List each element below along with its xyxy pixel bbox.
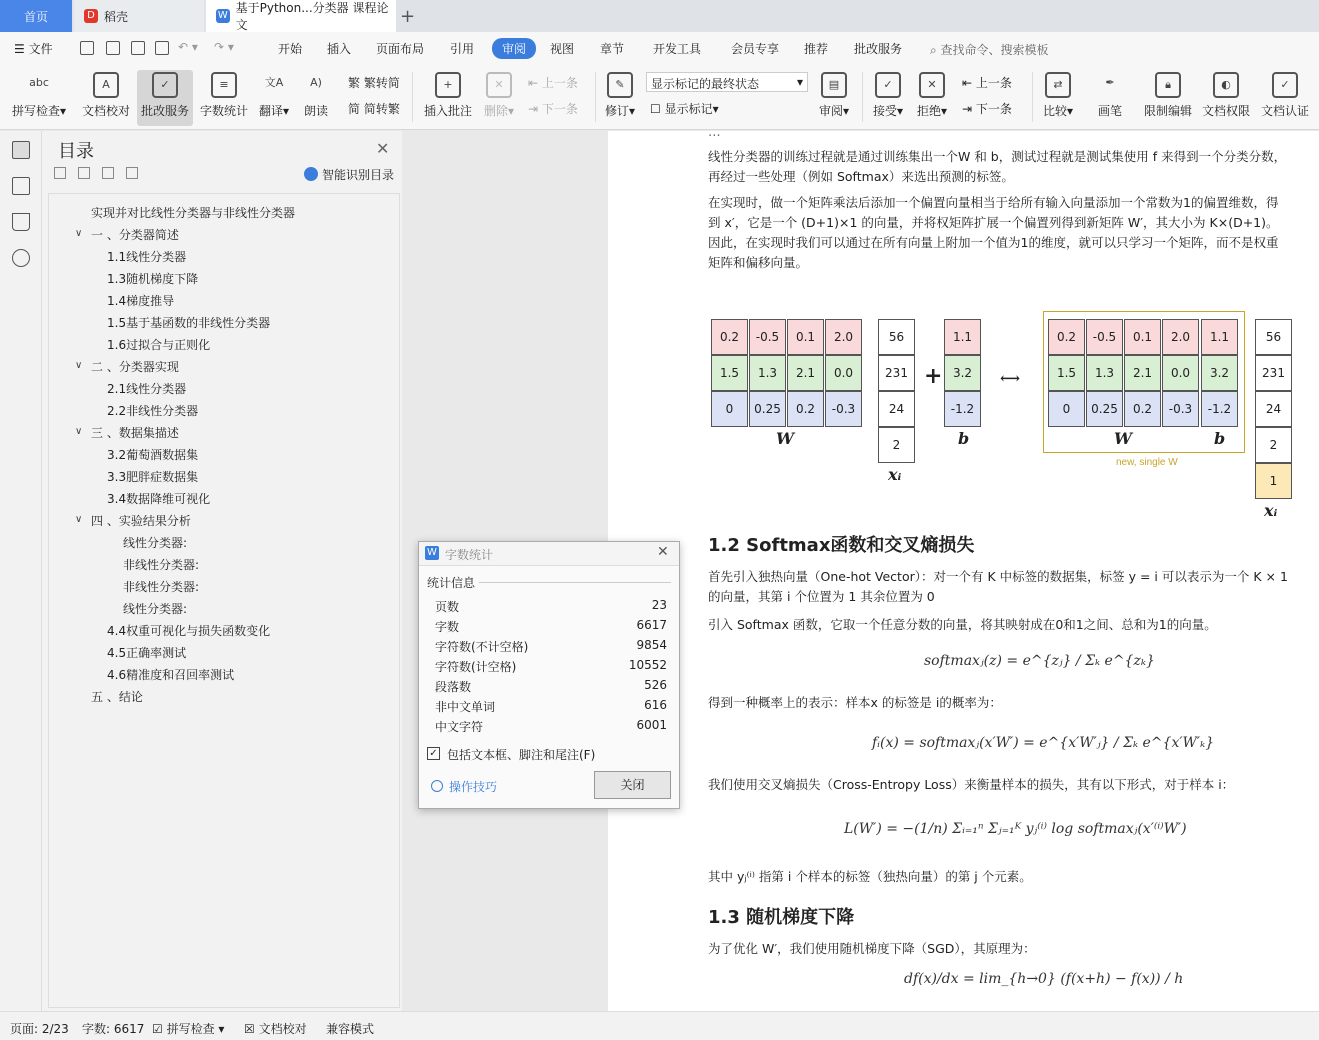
translate-label: 翻译 <box>258 104 283 118</box>
include-notes-label[interactable]: 包括文本框、脚注和尾注(F) <box>447 748 596 762</box>
trad-to-simp-button[interactable]: 繁 繁转简 <box>348 76 400 90</box>
bookmark-icon[interactable] <box>12 213 30 231</box>
writer-doc-icon: W <box>425 546 439 560</box>
stat-value: 6617 <box>636 618 667 632</box>
doc-permission-label: 文档权限 <box>1201 104 1250 118</box>
menu-bar <box>0 32 1319 66</box>
spell-check-status-label: 拼写检查 <box>166 1022 215 1036</box>
stats-section-label: 统计信息 <box>427 576 476 590</box>
tab-home[interactable] <box>0 0 72 32</box>
doc-paragraph: 首先引入独热向量（One-hot Vector）：对一个有 K 中标签的数据集，标签 y = i 可以表示为一个 K × 1 的向量，其第 i 个位置为 1 其余位置为 0 <box>708 569 1288 604</box>
toc-item[interactable]: 1.4梯度推导 <box>107 294 175 308</box>
read-aloud-label: 朗读 <box>303 104 328 118</box>
toc-item[interactable]: 非线性分类器: <box>123 580 200 594</box>
divider <box>479 582 671 583</box>
toc-item[interactable]: 五 、结论 <box>91 690 143 704</box>
file-menu-label: 文件 <box>28 42 53 56</box>
matrix-cell: 24 <box>878 391 915 427</box>
word-count-button[interactable] <box>196 70 252 126</box>
search-icon[interactable] <box>12 249 30 267</box>
close-icon[interactable]: ✕ <box>376 139 390 158</box>
markup-display-value: 显示标记的最终状态 <box>651 77 760 91</box>
toc-item[interactable]: 1.5基于基函数的非线性分类器 <box>107 316 271 330</box>
new-w-caption: new, single W <box>1116 457 1178 468</box>
compare-label: 比较 <box>1042 104 1067 118</box>
print-icon[interactable] <box>131 41 145 55</box>
proofread-status-label: 文档校对 <box>258 1022 307 1036</box>
delete-comment-button[interactable]: ✕ 删除▾ <box>478 70 520 126</box>
matrix-cell: 2.0 <box>825 319 862 355</box>
stat-value: 526 <box>644 678 667 692</box>
next-comment-label: 下一条 <box>541 102 578 116</box>
stat-row <box>435 658 667 675</box>
next-change-button[interactable]: ⇥ 下一条 <box>962 102 1012 116</box>
stat-value: 6001 <box>636 718 667 732</box>
insert-comment-icon: + <box>435 72 461 98</box>
matrix-cell: 0.0 <box>825 355 862 391</box>
stat-value: 616 <box>644 698 667 712</box>
status-bar <box>0 1011 1319 1040</box>
prev-comment-button[interactable]: ⇤ 上一条 <box>528 76 578 90</box>
command-search-label: 查找命令、搜索模板 <box>940 43 1049 57</box>
dialog-title: 字数统计 <box>445 548 494 562</box>
matrix-cell: -0.3 <box>1162 391 1199 427</box>
matrix-cell: -0.5 <box>1086 319 1123 355</box>
toc-item[interactable]: 2.2非线性分类器 <box>107 404 199 418</box>
simp-to-trad-label: 简转繁 <box>363 102 400 116</box>
matrix-cell: 1.3 <box>1086 355 1123 391</box>
next-comment-button[interactable]: ⇥ 下一条 <box>528 102 578 116</box>
correct-service-icon: ✓ <box>152 72 178 98</box>
matrix-cell: 2 <box>878 427 915 463</box>
doc-permission-button[interactable] <box>1198 70 1254 126</box>
doc-paragraph: 引入 Softmax 函数，它取一个任意分数的向量，将其映射成在0和1之间、总和为1的向量。 <box>708 617 1217 632</box>
matrix-cell: 56 <box>1255 319 1292 355</box>
menu-reference[interactable]: 引用 <box>450 42 475 56</box>
track-changes-icon: ✎ <box>607 72 633 98</box>
collapse-all-icon[interactable] <box>54 167 66 179</box>
spell-check-button[interactable]: abc 拼写检查▾ <box>8 70 70 126</box>
matrix-cell: -1.2 <box>1201 391 1238 427</box>
toc-panel-icon[interactable] <box>12 141 30 159</box>
menu-correct-service[interactable]: 批改服务 <box>854 42 903 56</box>
chevron-down-icon: ▾ <box>796 75 803 89</box>
correct-service-button[interactable] <box>137 70 193 126</box>
pen-button[interactable] <box>1088 70 1132 126</box>
writer-doc-icon: W <box>217 10 228 21</box>
stat-value: 9854 <box>636 638 667 652</box>
toc-item[interactable]: 4.5正确率测试 <box>107 646 187 660</box>
toc-item[interactable]: 实现并对比线性分类器与非线性分类器 <box>91 206 296 220</box>
pen-icon: ✒ <box>1105 76 1115 89</box>
word-count-dialog <box>418 541 680 809</box>
doc-permission-icon: ◐ <box>1213 72 1239 98</box>
matrix-cell: 2.0 <box>1162 319 1199 355</box>
chapter-nav-icon[interactable] <box>12 177 30 195</box>
menu-layout[interactable]: 页面布局 <box>376 42 425 56</box>
stat-label: 非中文单词 <box>435 700 496 714</box>
toc-pane-title: 目录 <box>58 141 94 162</box>
chevron-down-icon[interactable]: ∨ <box>75 360 83 371</box>
matrix-label-w: W <box>1114 429 1132 448</box>
redo-icon[interactable]: ↷ ▾ <box>214 40 234 54</box>
export-icon[interactable] <box>106 41 120 55</box>
show-markup-label: 显示标记 <box>664 102 713 116</box>
stat-row <box>435 698 667 715</box>
vector-label-x: xᵢ <box>1264 501 1278 520</box>
prev-comment-label: 上一条 <box>541 76 578 90</box>
matrix-cell: 2.1 <box>787 355 824 391</box>
spell-check-status[interactable]: ☑ 拼写检查 ▾ <box>152 1022 225 1036</box>
menu-review[interactable]: 审阅 <box>492 38 536 59</box>
chevron-down-icon[interactable]: ∨ <box>75 426 83 437</box>
ribbon-divider <box>412 72 413 122</box>
section-heading: 1.2 Softmax函数和交叉熵损失 <box>708 535 975 556</box>
toc-item[interactable]: 线性分类器: <box>123 602 188 616</box>
doc-auth-label: 文档认证 <box>1260 104 1309 118</box>
stat-label: 中文字符 <box>435 720 484 734</box>
review-pane-icon: ▤ <box>821 72 847 98</box>
insert-comment-label: 插入批注 <box>423 104 472 118</box>
toc-item[interactable]: 3.3肥胖症数据集 <box>107 470 199 484</box>
matrix-cell: 0.2 <box>1048 319 1085 355</box>
command-search[interactable]: ⌕ 查找命令、搜索模板 <box>930 43 1049 57</box>
toc-item[interactable]: 1.6过拟合与正则化 <box>107 338 211 352</box>
loss-formula: L(W′) = −(1/n) Σᵢ₌₁ⁿ Σⱼ₌₁ᴷ yⱼ⁽ⁱ⁾ log softmaxⱼ(x′⁽ⁱ⁾W′) <box>844 821 1187 837</box>
section-heading: 1.3 随机梯度下降 <box>708 907 855 928</box>
doc-auth-button[interactable] <box>1257 70 1313 126</box>
delete-comment-icon: ✕ <box>486 72 512 98</box>
probability-formula: fᵢ(x) = softmaxⱼ(x′W′) = e^{x′W′ⱼ} / Σₖ e^{x′W′ₖ} <box>872 735 1215 751</box>
matrix-cell: 231 <box>1255 355 1292 391</box>
close-icon[interactable]: ✕ <box>657 544 669 560</box>
stat-label: 页数 <box>435 600 460 614</box>
menu-devtools[interactable]: 开发工具 <box>653 42 702 56</box>
stat-row <box>435 678 667 695</box>
menu-start[interactable]: 开始 <box>278 42 303 56</box>
matrix-cell: 1.1 <box>944 319 981 355</box>
expand-all-icon[interactable] <box>78 167 90 179</box>
matrix-cell: 0.1 <box>1124 319 1161 355</box>
print-preview-icon[interactable] <box>155 41 169 55</box>
menu-view[interactable]: 视图 <box>550 42 575 56</box>
stat-row <box>435 718 667 735</box>
translate-icon: 文A <box>264 76 284 89</box>
matrix-cell: 0 <box>711 391 748 427</box>
restrict-editing-label: 限制编辑 <box>1143 104 1192 118</box>
plus-sign: + <box>924 363 943 389</box>
doc-paragraph: 其中 yⱼ⁽ⁱ⁾ 指第 i 个样本的标签（独热向量）的第 j 个元素。 <box>708 869 1032 884</box>
page-indicator[interactable]: 页面: 2/23 <box>10 1022 69 1036</box>
vector-label-x: xᵢ <box>888 465 902 484</box>
close-button[interactable]: 关闭 <box>594 771 671 799</box>
reject-button[interactable]: ✕ 拒绝▾ <box>912 70 952 126</box>
proofread-label: 文档校对 <box>81 104 130 118</box>
matrix-cell: 1.3 <box>749 355 786 391</box>
word-count-label: 字数统计 <box>199 104 248 118</box>
stat-label: 段落数 <box>435 680 472 694</box>
proofread-icon: A <box>93 72 119 98</box>
read-aloud-button[interactable] <box>298 70 334 126</box>
matrix-cell: 0.1 <box>787 319 824 355</box>
undo-icon[interactable]: ↶ ▾ <box>178 40 198 54</box>
toc-item[interactable]: 3.4数据降维可视化 <box>107 492 211 506</box>
matrix-cell: 3.2 <box>944 355 981 391</box>
toc-item[interactable]: 4.6精准度和召回率测试 <box>107 668 235 682</box>
matrix-cell: 1.1 <box>1201 319 1238 355</box>
tab-dake[interactable] <box>74 0 204 32</box>
vector-label-b: b <box>1214 429 1226 448</box>
matrix-cell: 0.0 <box>1162 355 1199 391</box>
markup-display-select[interactable] <box>646 72 808 92</box>
stat-value: 23 <box>651 598 667 612</box>
reject-icon: ✕ <box>919 72 945 98</box>
word-count-icon: ≡ <box>211 72 237 98</box>
simp-to-trad-button[interactable]: 简 简转繁 <box>348 102 400 116</box>
insert-comment-button[interactable] <box>420 70 476 126</box>
vector-label-b: b <box>958 429 970 448</box>
toc-item[interactable]: 二 、分类器实现 <box>91 360 179 374</box>
dialog-titlebar[interactable] <box>419 542 679 566</box>
matrix-cell: 0.2 <box>1124 391 1161 427</box>
matrix-cell: -0.3 <box>825 391 862 427</box>
review-ribbon <box>0 66 1319 130</box>
matrix-label-w: W <box>776 429 794 448</box>
menu-recommend[interactable]: 推荐 <box>804 42 829 56</box>
new-tab-icon[interactable]: + <box>400 6 416 27</box>
stat-row <box>435 638 667 655</box>
word-count-indicator[interactable]: 字数: 6617 <box>82 1022 145 1036</box>
tab-document[interactable] <box>206 0 396 32</box>
tab-document-label: 基于Python...分类器 课程论文 <box>235 1 389 32</box>
toc-pane <box>42 131 402 1011</box>
matrix-cell: 2 <box>1255 427 1292 463</box>
trad-to-simp-label: 繁转简 <box>363 76 400 90</box>
accept-icon: ✓ <box>875 72 901 98</box>
softmax-formula: softmaxⱼ(z) = e^{zⱼ} / Σₖ e^{zₖ} <box>924 653 1155 669</box>
doc-paragraph: 在实现时，做一个矩阵乘法后添加一个偏置向量相当于给所有输入向量添加一个常数为1的偏置维数，得到 x′，它是一个 (D+1)×1 的向量，并将权矩阵扩展一个偏置列得到新矩阵 W′，其大小为 K×(D+1)。因此，在实现时我们可以通过在所有向量上附加一个值为1的维度，就可以只学习一个矩阵，而不是权重矩阵和偏移向量。 <box>708 195 1279 270</box>
doc-auth-icon: ✓ <box>1272 72 1298 98</box>
matrix-cell: 2.1 <box>1124 355 1161 391</box>
stat-label: 字符数(不计空格) <box>435 640 529 654</box>
track-changes-button[interactable]: ✎ 修订▾ <box>600 70 640 126</box>
accept-label: 接受 <box>872 104 897 118</box>
stat-row <box>435 618 667 635</box>
save-icon[interactable] <box>80 41 94 55</box>
clipped-formula-line: ⋯ <box>708 131 721 142</box>
matrix-cell: 56 <box>878 319 915 355</box>
toc-item[interactable]: 4.4权重可视化与损失函数变化 <box>107 624 271 638</box>
accept-button[interactable]: ✓ 接受▾ <box>868 70 908 126</box>
derivative-formula: df(x)/dx = lim_{h→0} (f(x+h) − f(x)) / h <box>904 971 1184 987</box>
matrix-cell: 3.2 <box>1201 355 1238 391</box>
matrix-cell: -0.5 <box>749 319 786 355</box>
stat-row <box>435 598 667 615</box>
ai-toc-button[interactable]: 智能识别目录 <box>322 168 395 182</box>
spell-check-label: 拼写检查 <box>11 104 60 118</box>
toc-item[interactable]: 3.2葡萄酒数据集 <box>107 448 199 462</box>
review-pane-label: 审阅 <box>818 104 843 118</box>
chevron-down-icon[interactable]: ∨ <box>75 228 83 239</box>
pen-label: 画笔 <box>1097 104 1122 118</box>
abc-icon: abc <box>29 76 49 89</box>
tips-link[interactable]: 操作技巧 <box>449 780 498 794</box>
reject-label: 拒绝 <box>916 104 941 118</box>
compare-button[interactable]: ⇄ 比较▾ <box>1036 70 1080 126</box>
toc-item[interactable]: 线性分类器: <box>123 536 188 550</box>
translate-button[interactable]: 文A 翻译▾ <box>254 70 294 126</box>
read-aloud-icon: A) <box>310 76 322 89</box>
ai-toc-icon <box>304 167 318 181</box>
tab-dake-label: 稻壳 <box>104 9 129 24</box>
stat-label: 字数 <box>435 620 460 634</box>
next-change-label: 下一条 <box>975 102 1012 116</box>
play-icon <box>431 780 443 792</box>
delete-comment-label: 删除 <box>483 104 508 118</box>
left-rail <box>0 131 42 1011</box>
proofread-button[interactable] <box>76 70 136 126</box>
stat-label: 字符数(计空格) <box>435 660 517 674</box>
prev-change-button[interactable]: ⇤ 上一条 <box>962 76 1012 90</box>
toc-list <box>48 193 400 1008</box>
lock-icon: 🔒︎ <box>1155 72 1181 98</box>
tab-home-label: 首页 <box>23 9 48 24</box>
chevron-down-icon[interactable]: ∨ <box>75 514 83 525</box>
toc-item[interactable]: 1.3随机梯度下降 <box>107 272 199 286</box>
matrix-cell: 1 <box>1255 463 1292 499</box>
matrix-cell: 0.2 <box>787 391 824 427</box>
equivalence-arrow: ⟷ <box>1000 371 1021 387</box>
compare-icon: ⇄ <box>1045 72 1071 98</box>
menu-insert[interactable]: 插入 <box>327 42 352 56</box>
matrix-cell: 0.25 <box>1086 391 1123 427</box>
matrix-cell: 0.2 <box>711 319 748 355</box>
compat-mode-indicator: 兼容模式 <box>326 1022 375 1036</box>
proofread-status[interactable]: ☒ 文档校对 <box>244 1022 307 1036</box>
file-menu[interactable]: ☰ 文件 <box>14 42 53 56</box>
toc-item[interactable]: 一 、分类器简述 <box>91 228 179 242</box>
correct-service-label: 批改服务 <box>140 104 189 118</box>
menu-chapter[interactable]: 章节 <box>600 42 625 56</box>
review-pane-button[interactable]: ▤ 审阅▾ <box>812 70 856 126</box>
matrix-cell: 1.5 <box>1048 355 1085 391</box>
doc-paragraph: 线性分类器的训练过程就是通过训练集出一个W 和 b，测试过程就是测试集使用 f 来得到一个分类分数，再经过一些处理（例如 Softmax）来选出预测的标签。 <box>708 149 1287 184</box>
include-notes-checkbox[interactable]: ✓ <box>427 747 440 760</box>
document-page[interactable] <box>608 131 1319 1011</box>
restrict-editing-button[interactable] <box>1140 70 1196 126</box>
stat-value: 10552 <box>628 658 667 672</box>
ribbon-divider <box>1032 72 1033 122</box>
remove-heading-icon[interactable] <box>126 167 138 179</box>
toc-item[interactable]: 2.1线性分类器 <box>107 382 187 396</box>
doc-paragraph: 为了优化 W′，我们使用随机梯度下降（SGD），其原理为： <box>708 941 1036 956</box>
prev-change-label: 上一条 <box>975 76 1012 90</box>
toc-item[interactable]: 1.1线性分类器 <box>107 250 187 264</box>
doc-paragraph: 得到一种概率上的表示：样本x 的标签是 i的概率为： <box>708 695 1002 710</box>
add-heading-icon[interactable] <box>102 167 114 179</box>
toc-item[interactable]: 非线性分类器: <box>123 558 200 572</box>
matrix-cell: 231 <box>878 355 915 391</box>
matrix-cell: 0.25 <box>749 391 786 427</box>
dake-icon: D <box>84 9 98 23</box>
matrix-cell: 24 <box>1255 391 1292 427</box>
tab-bar <box>0 0 1319 32</box>
show-markup-button[interactable]: ☐ 显示标记▾ <box>650 102 719 116</box>
toc-item[interactable]: 三 、数据集描述 <box>91 426 179 440</box>
matrix-cell: 1.5 <box>711 355 748 391</box>
menu-member[interactable]: 会员专享 <box>731 42 780 56</box>
toc-item[interactable]: 四 、实验结果分析 <box>91 514 191 528</box>
track-changes-label: 修订 <box>604 104 629 118</box>
ribbon-divider <box>862 72 863 122</box>
matrix-cell: 0 <box>1048 391 1085 427</box>
ribbon-divider <box>595 72 596 122</box>
doc-paragraph: 我们使用交叉熵损失（Cross-Entropy Loss）来衡量样本的损失，其有以下形式，对于样本 i： <box>708 777 1235 792</box>
matrix-cell: -1.2 <box>944 391 981 427</box>
